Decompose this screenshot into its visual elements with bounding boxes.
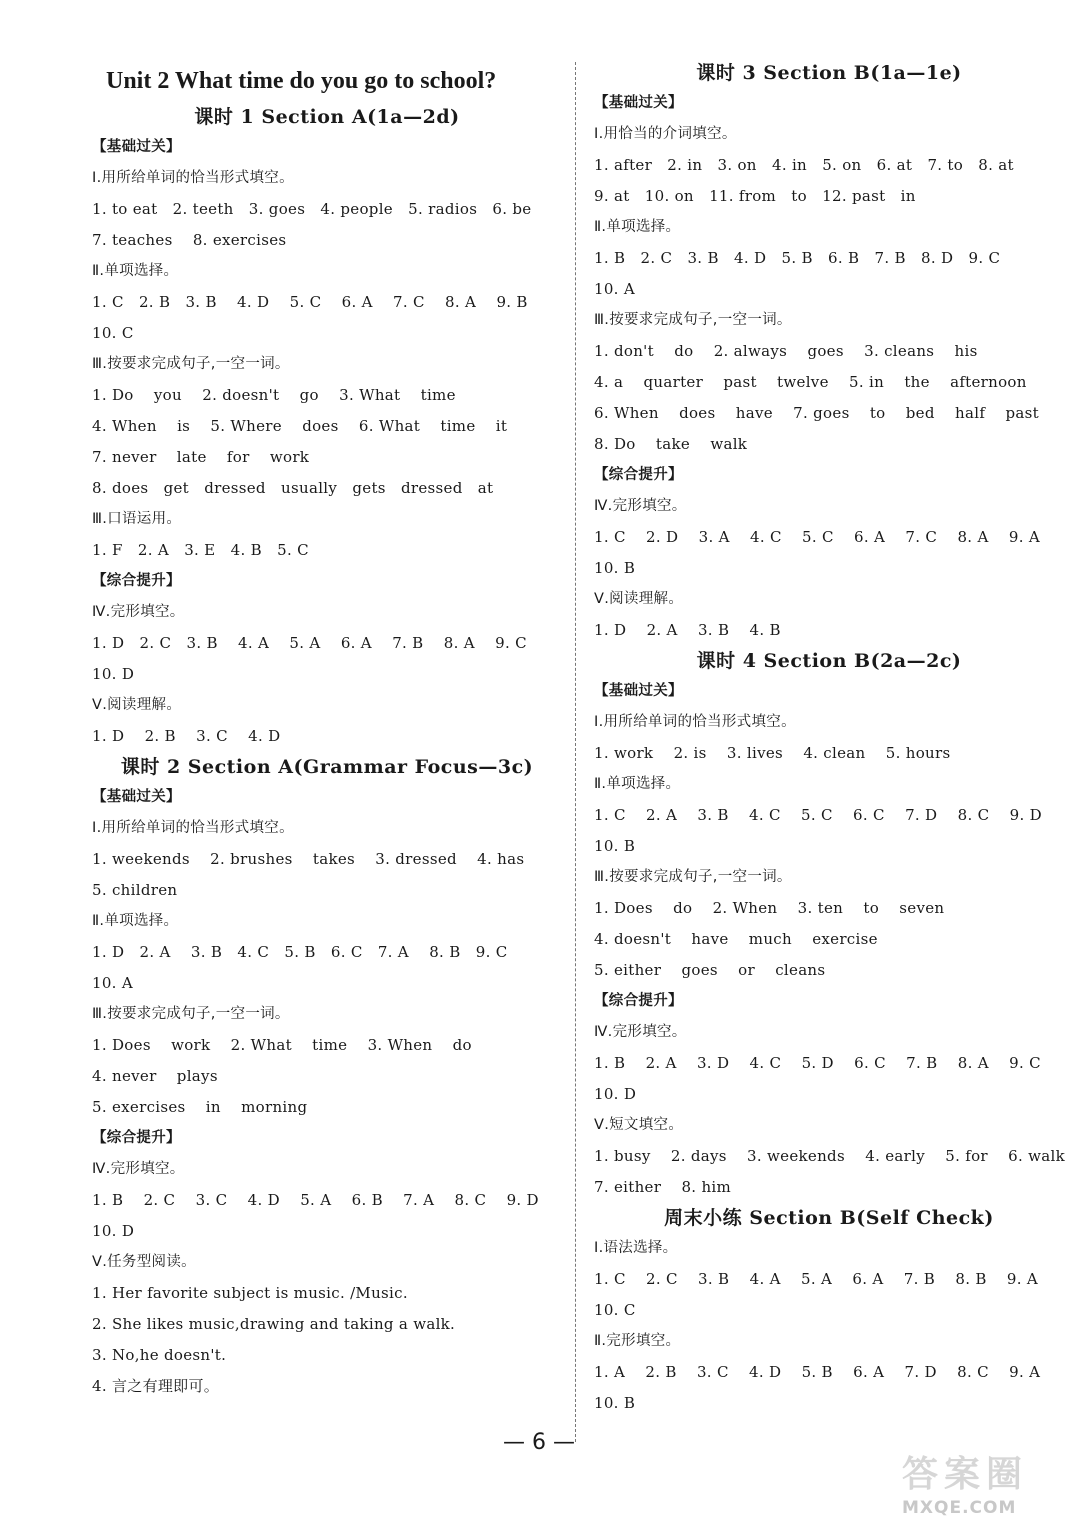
- answer-line: 1. after 2. in 3. on 4. in 5. on 6. at 7. to 8. at: [594, 156, 1014, 174]
- exercise-heading: Ⅱ.单项选择。: [594, 776, 681, 792]
- answer-line: 8. does get dressed usually gets dressed at: [92, 479, 494, 497]
- answer-line: 10. B: [594, 1394, 636, 1412]
- answer-line: 1. Does do 2. When 3. ten to seven: [594, 899, 945, 917]
- answer-line: 1. C 2. B 3. B 4. D 5. C 6. A 7. C 8. A 9. B: [92, 293, 528, 311]
- answer-line: 1. Do you 2. doesn't go 3. What time: [92, 386, 456, 404]
- exercise-heading: Ⅱ.单项选择。: [92, 913, 179, 929]
- section-heading: 【综合提升】: [92, 1130, 181, 1146]
- answer-line: 1. weekends 2. brushes takes 3. dressed 4. has: [92, 850, 525, 868]
- exercise-heading: Ⅰ.用恰当的介词填空。: [594, 126, 737, 142]
- answer-line: 4. When is 5. Where does 6. What time it: [92, 417, 508, 435]
- answer-line: 1. D 2. B 3. C 4. D: [92, 727, 281, 745]
- column-divider: [575, 62, 576, 1442]
- exercise-heading: Ⅲ.按要求完成句子,一空一词。: [92, 356, 290, 372]
- answer-line: 5. children: [92, 881, 178, 899]
- lesson-section: [92, 752, 562, 1402]
- answer-line: 7. never late for work: [92, 448, 310, 466]
- left-lessons: [92, 102, 562, 1402]
- answer-line: 10. C: [92, 324, 134, 342]
- exercise-heading: Ⅳ.完形填空。: [594, 498, 687, 514]
- answer-line: 7. teaches 8. exercises: [92, 231, 287, 249]
- answer-line: 1. C 2. D 3. A 4. C 5. C 6. A 7. C 8. A 9. A: [594, 528, 1040, 546]
- lesson-section: [594, 646, 1064, 1203]
- section-heading: 【基础过关】: [92, 139, 181, 155]
- answer-line: 1. F 2. A 3. E 4. B 5. C: [92, 541, 309, 559]
- exercise-heading: Ⅳ.完形填空。: [92, 604, 185, 620]
- exercise-heading: Ⅲ.口语运用。: [92, 511, 182, 527]
- answer-line: 1. to eat 2. teeth 3. goes 4. people 5. radios 6. be: [92, 200, 532, 218]
- section-heading: 【综合提升】: [594, 993, 683, 1009]
- answer-line: 1. Her favorite subject is music. /Music.: [92, 1284, 408, 1302]
- exercise-heading: Ⅱ.完形填空。: [594, 1333, 681, 1349]
- lesson-section: [594, 58, 1064, 646]
- exercise-heading: Ⅱ.单项选择。: [594, 219, 681, 235]
- lesson-title: 课时 3 Section B(1a—1e): [696, 62, 962, 84]
- lesson-section: [92, 102, 562, 752]
- watermark-logo-text: 答案圈: [902, 1454, 1029, 1495]
- exercise-heading: Ⅴ.任务型阅读。: [92, 1254, 196, 1270]
- answer-line: 2. She likes music,drawing and taking a walk.: [92, 1315, 456, 1333]
- answer-line: 10. C: [594, 1301, 636, 1319]
- exercise-heading: Ⅴ.短文填空。: [594, 1117, 684, 1133]
- right-lessons: [594, 58, 1064, 1419]
- answer-line: 4. never plays: [92, 1067, 218, 1085]
- answer-line: 10. D: [594, 1085, 637, 1103]
- lesson-title: 课时 1 Section A(1a—2d): [194, 106, 460, 128]
- answer-line: 1. C 2. C 3. B 4. A 5. A 6. A 7. B 8. B 9. A: [594, 1270, 1039, 1288]
- exercise-heading: Ⅰ.用所给单词的恰当形式填空。: [92, 170, 294, 186]
- exercise-heading: Ⅱ.单项选择。: [92, 263, 179, 279]
- section-heading: 【综合提升】: [92, 573, 181, 589]
- answer-line: 7. either 8. him: [594, 1178, 732, 1196]
- lesson-title: 课时 4 Section B(2a—2c): [696, 650, 962, 672]
- lesson-title: 课时 2 Section A(Grammar Focus—3c): [120, 756, 534, 778]
- exercise-heading: Ⅳ.完形填空。: [92, 1161, 185, 1177]
- answer-line: 8. Do take walk: [594, 435, 748, 453]
- answer-line: 3. No,he doesn't.: [92, 1346, 227, 1364]
- answer-line: 1. B 2. A 3. D 4. C 5. D 6. C 7. B 8. A 9. C: [594, 1054, 1041, 1072]
- answer-line: 5. exercises in morning: [92, 1098, 308, 1116]
- section-heading: 【基础过关】: [92, 789, 181, 805]
- answer-line: 9. at 10. on 11. from to 12. past in: [594, 187, 916, 205]
- answer-line: 1. D 2. A 3. B 4. B: [594, 621, 781, 639]
- answer-line: 6. When does have 7. goes to bed half past: [594, 404, 1039, 422]
- answer-line: 1. D 2. C 3. B 4. A 5. A 6. A 7. B 8. A 9. C: [92, 634, 527, 652]
- answer-line: 1. work 2. is 3. lives 4. clean 5. hours: [594, 744, 951, 762]
- answer-line: 10. D: [92, 665, 135, 683]
- watermark-logo: [902, 1454, 1070, 1532]
- exercise-heading: Ⅳ.完形填空。: [594, 1024, 687, 1040]
- answer-line: 10. D: [92, 1222, 135, 1240]
- answer-line: 1. Does work 2. What time 3. When do: [92, 1036, 472, 1054]
- exercise-heading: Ⅰ.用所给单词的恰当形式填空。: [594, 714, 796, 730]
- exercise-heading: Ⅲ.按要求完成句子,一空一词。: [92, 1006, 290, 1022]
- answer-line: 5. either goes or cleans: [594, 961, 826, 979]
- section-heading: 【基础过关】: [594, 95, 683, 111]
- lesson-section: [594, 1203, 1064, 1419]
- answer-line: 1. D 2. A 3. B 4. C 5. B 6. C 7. A 8. B 9. C: [92, 943, 508, 961]
- left-column: [92, 0, 562, 1402]
- section-heading: 【基础过关】: [594, 683, 683, 699]
- answer-line: 10. B: [594, 837, 636, 855]
- exercise-heading: Ⅲ.按要求完成句子,一空一词。: [594, 869, 792, 885]
- exercise-heading: Ⅰ.用所给单词的恰当形式填空。: [92, 820, 294, 836]
- answer-line: 1. B 2. C 3. B 4. D 5. B 6. B 7. B 8. D 9. C: [594, 249, 1001, 267]
- answer-line: 1. busy 2. days 3. weekends 4. early 5. for 6. walk: [594, 1147, 1065, 1165]
- answer-line: 10. A: [92, 974, 133, 992]
- answer-line: 1. don't do 2. always goes 3. cleans his: [594, 342, 978, 360]
- answer-line: 4. a quarter past twelve 5. in the afternoon: [594, 373, 1027, 391]
- exercise-heading: Ⅴ.阅读理解。: [92, 697, 182, 713]
- exercise-heading: Ⅲ.按要求完成句子,一空一词。: [594, 312, 792, 328]
- right-column: [594, 0, 1064, 1419]
- section-heading: 【综合提升】: [594, 467, 683, 483]
- answer-line: 1. A 2. B 3. C 4. D 5. B 6. A 7. D 8. C 9. A: [594, 1363, 1041, 1381]
- answer-line: 10. B: [594, 559, 636, 577]
- watermark-url: MXQE.COM: [902, 1498, 1017, 1518]
- exercise-heading: Ⅴ.阅读理解。: [594, 591, 684, 607]
- lesson-title: 周末小练 Section B(Self Check): [664, 1207, 994, 1229]
- exercise-heading: Ⅰ.语法选择。: [594, 1240, 678, 1256]
- page-number: — 6 —: [503, 1430, 575, 1455]
- answer-line: 4. doesn't have much exercise: [594, 930, 878, 948]
- answer-line: 1. B 2. C 3. C 4. D 5. A 6. B 7. A 8. C 9. D: [92, 1191, 539, 1209]
- answer-line: 4. 言之有理即可。: [92, 1377, 220, 1395]
- answer-line: 1. C 2. A 3. B 4. C 5. C 6. C 7. D 8. C 9. D: [594, 806, 1042, 824]
- answer-line: 10. A: [594, 280, 635, 298]
- unit-title: Unit 2 What time do you go to school?: [106, 68, 497, 94]
